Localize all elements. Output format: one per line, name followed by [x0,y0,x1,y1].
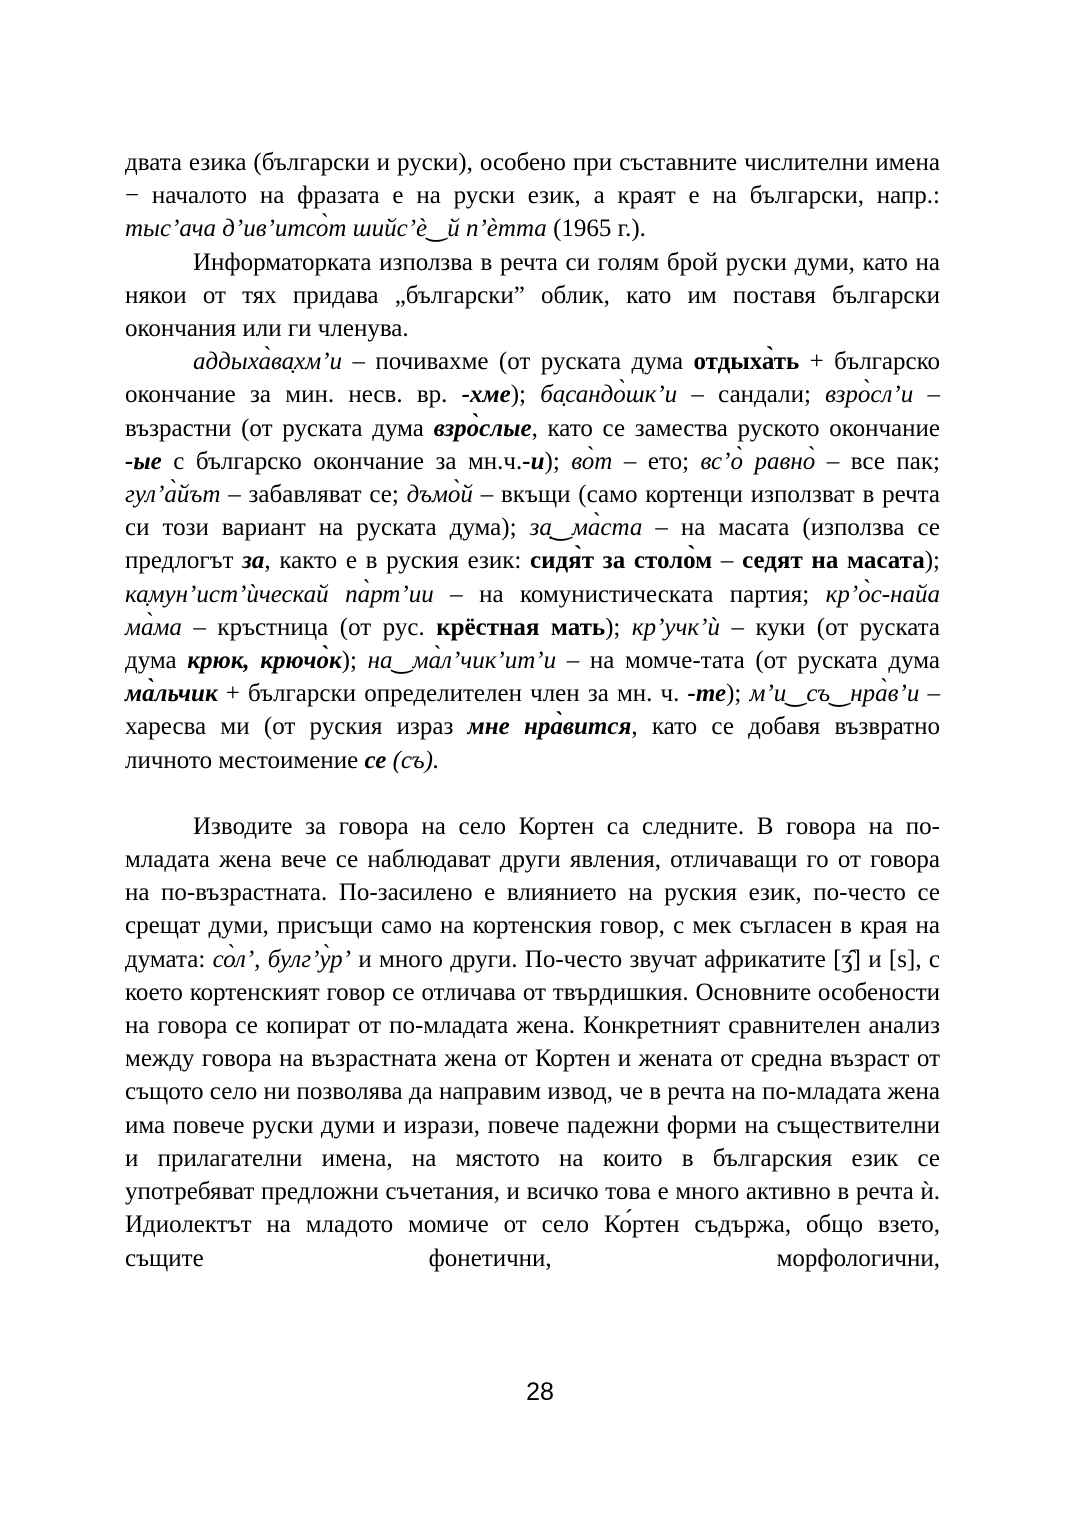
formatted-term: седят на масата [742,547,925,575]
text-run: – забавляват се; [220,481,407,509]
text-run: Изводите за говора на село Кортен са следните. В говора на по-младата жена вече се наблюдават други явления, отличаващи го от говора на по-възрастната. По-засилено е влиянието на руския език, по-често се срещат думи, присъщи само на кортенския говор, с мек съгласен в края на думата: [125,812,940,973]
formatted-term: дъмо̀й [406,481,473,509]
formatted-term: ма̀льчик [125,680,218,708]
text-run: Информаторката използва в речта си голям брой руски думи, като на някои от тях придава „български” облик, като им поставя български окончания или ги членува. [125,248,940,343]
formatted-term: аддыха̀ва̣хм’и [193,348,343,376]
formatted-term: м’и‿съ‿нра̀в’и [749,680,920,708]
formatted-term: мне нра̀вится [467,713,632,741]
formatted-term: кр’о̀с-найа ма̀ма [125,580,940,641]
formatted-term: во̀т [571,447,613,475]
text-run: – почивахме (от руската дума [342,348,694,376]
text-run: – куки (от руската дума [125,613,940,675]
formatted-term: ба̣сандо̀шк’и [540,381,678,409]
formatted-term: крюк, крючо̀к [187,647,342,675]
text-run: – сандали; [677,381,826,409]
formatted-term: -и [522,447,545,475]
text-run: (1965 г.). [546,215,646,243]
formatted-term: крёстная мать [436,613,606,641]
formatted-term: гул’а̀йът [125,481,221,509]
paragraph [125,345,940,777]
formatted-term: -те [687,680,727,708]
formatted-term: кр’учк’ѝ [631,613,720,641]
text-run: с българско окончание за мн.ч. [161,447,523,475]
text-run: – на масата (използва се предлогът [125,514,940,575]
formatted-term: отдыха̀ть [693,348,800,376]
text-run: – на момче-тата (от руската дума [556,647,940,675]
text-run: + българско окончание за мин. несв. вр. [125,348,940,409]
text-run: – ето; [612,447,701,475]
text-run: ); [510,381,541,409]
page-number: 28 [526,1378,554,1406]
paragraph [125,146,940,246]
formatted-term: со̀л’, булг’у̀р’ [212,945,351,973]
text-run: – възрастни (от руската дума [125,381,940,442]
text-run: – кръстница (от рус. [181,613,437,641]
text-run: ); [341,647,368,675]
text-run: – вкъщи (само кортенци използват в речта си този вариант на руската дума); [125,481,941,542]
formatted-term: за [242,547,265,575]
formatted-term: тыс’ача д’ив’итсо̀т шийс’ѐ‿й п’ѐтта [125,215,547,243]
text-run: ); [924,547,940,575]
formatted-term: на‿ма̀л’чик’ит’и [367,647,557,675]
paragraph [125,246,940,346]
text-run: + български определителен член за мн. ч. [217,680,688,708]
text-run: – [712,547,743,575]
formatted-term: вс’о̀ равно̀ [700,447,816,475]
text-run: ); [605,613,632,641]
formatted-term: -хме [461,381,511,409]
text-run: ); [726,680,750,708]
text-run: , като се замества руското окончание [531,414,940,442]
formatted-term: за̣‿ма̀ста [529,514,643,542]
body-text [125,146,940,1275]
formatted-term: взро̀слые [433,414,532,442]
text-run: – харесва ми (от руския израз [125,680,940,741]
text-run: и много други. По-често звучат африкатите [ʒ̑] и [s], с което кортенският говор се отличава от твърдишкия. Основните особености на говора се копират от по-младата жена. Конкретният сравнителен анализ между говора на възрастната жена от Кортен и жената от средна възраст от същото село ни позволява да направим извод, че в речта на по-младата жена има повече руски думи и изрази, повече падежни форми на съществителни и прилагателни имена, на мястото на които в българския език се употребяват предложни съчетания, и всичко това е много активно в речта ѝ. Идиолектът на младото момиче от село Ко́ртен съдържа, общо взето, същите фонетични, морфологични, [125,945,940,1272]
text-run: – все пак; [815,447,940,475]
text-run: – на комунистическата партия; [433,580,826,608]
formatted-term: (съ). [386,746,440,774]
formatted-term: сидя̀т за столо̀м [530,547,713,575]
formatted-term: ка̣мун’ист’ѝческай па̀рт’ии [125,580,434,608]
formatted-term: взро̀сл’и [825,381,914,409]
text-run: , както е в руския език: [264,547,531,575]
text-run: ); [544,447,572,475]
paragraph [125,810,940,1275]
text-run: двата езика (български и руски), особено при съставните числителни имена − началото на фразата е на руски език, а краят е на български, напр.: [125,149,940,210]
text-run: , като се добавя възвратно личното местоимение [125,713,940,774]
formatted-term: се [364,746,387,774]
formatted-term: -ые [125,447,162,475]
